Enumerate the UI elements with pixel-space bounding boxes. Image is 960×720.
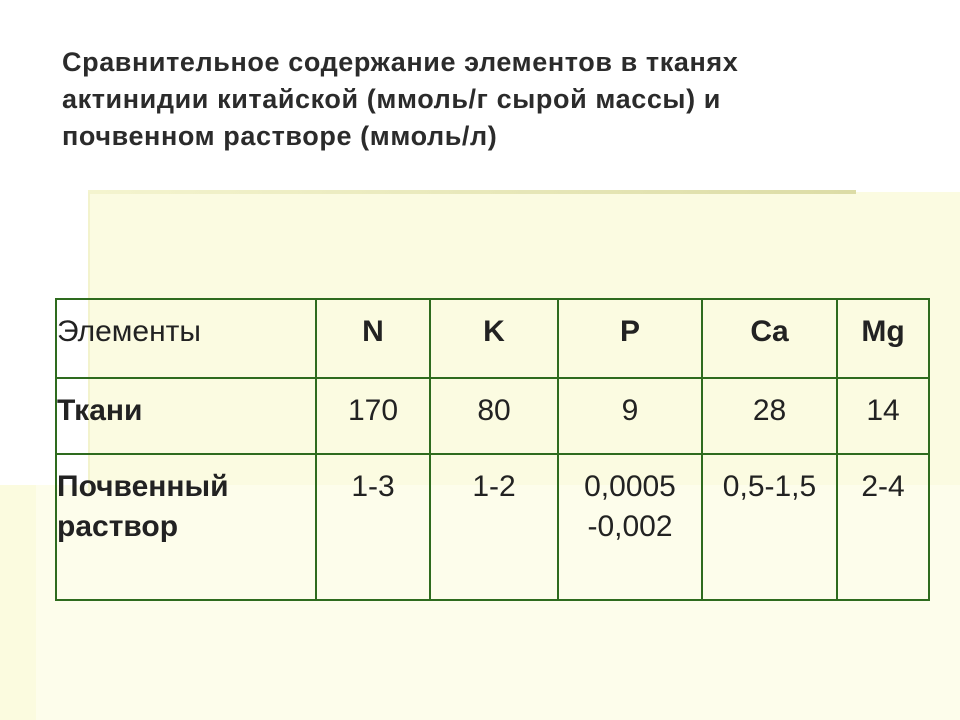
slide-title: Сравнительное содержание элементов в тканях актинидии китайской (ммоль/г сырой массы) и почвенном растворе (ммоль/л) [62, 47, 739, 151]
table-header-cell [837, 299, 929, 378]
soil-label-line1: Почвенный [57, 470, 229, 503]
table-row-label-cell [56, 454, 316, 600]
table-row-tissue [56, 378, 929, 454]
table-header-cell [430, 299, 558, 378]
element-content-table [55, 298, 930, 601]
header-n: N [362, 315, 384, 348]
soil-label [57, 455, 315, 547]
soil-label-line2: раствор [57, 510, 179, 543]
soil-n-value: 1-3 [351, 470, 395, 503]
soil-p-line1: 0,0005 [584, 470, 676, 503]
table-cell [558, 378, 702, 454]
table-cell [702, 454, 837, 600]
soil-ca-value: 0,5-1,5 [722, 470, 817, 503]
soil-p-value [559, 455, 701, 547]
background-panel-edge [88, 190, 856, 194]
table-cell [837, 454, 929, 600]
header-k: K [483, 315, 505, 348]
table-header-label-cell [56, 299, 316, 378]
table-header-cell [316, 299, 430, 378]
soil-p-line2: -0,002 [587, 510, 673, 543]
header-mg: Mg [861, 315, 905, 348]
table-row-soil-solution [56, 454, 929, 600]
tissue-mg-value: 14 [866, 394, 900, 427]
table-header-cell [558, 299, 702, 378]
table-cell [316, 378, 430, 454]
tissue-ca-value: 28 [752, 394, 787, 427]
tissue-label: Ткани [57, 394, 143, 427]
soil-mg-value: 2-4 [861, 470, 905, 503]
table-cell [316, 454, 430, 600]
table-cell [558, 454, 702, 600]
background-panel-left [0, 485, 36, 720]
tissue-p-value: 9 [621, 394, 639, 427]
table-row-label-cell [56, 378, 316, 454]
tissue-k-value: 80 [477, 394, 511, 427]
table-cell [430, 378, 558, 454]
table-cell [430, 454, 558, 600]
table-header-cell [702, 299, 837, 378]
tissue-n-value: 170 [347, 394, 399, 427]
header-p: P [619, 315, 640, 348]
soil-k-value: 1-2 [472, 470, 516, 503]
table-cell [702, 378, 837, 454]
header-label: Элементы [57, 315, 201, 348]
table-header-row [56, 299, 929, 378]
header-ca: Ca [750, 315, 789, 348]
table-cell [837, 378, 929, 454]
